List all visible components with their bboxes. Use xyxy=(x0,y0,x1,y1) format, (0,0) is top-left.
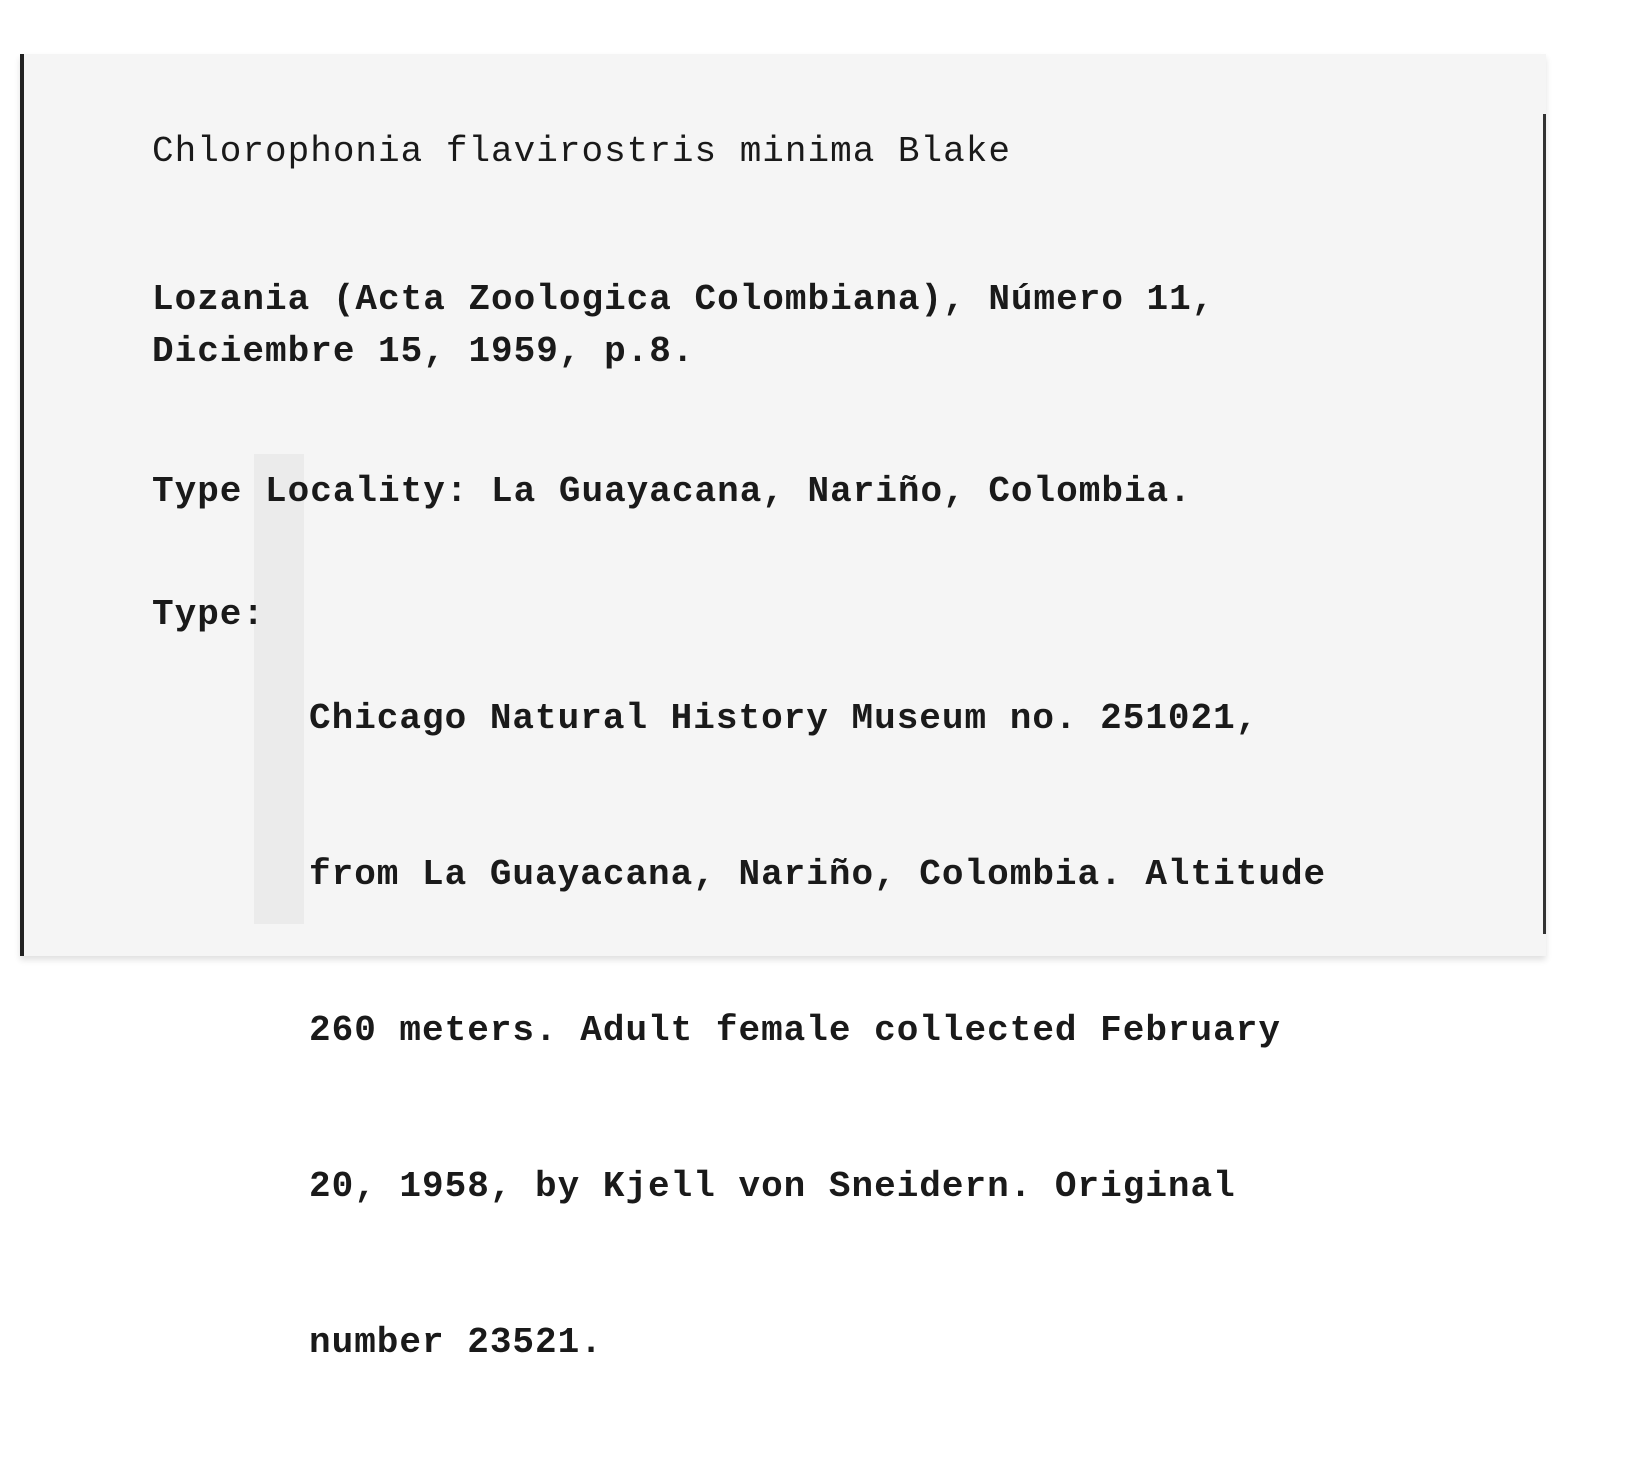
type-line-5: number 23521. xyxy=(309,1322,603,1363)
offset-shadow xyxy=(254,454,304,924)
reference-line-2: Diciembre 15, 1959, p.8. xyxy=(152,331,695,372)
type-line-2: from La Guayacana, Nariño, Colombia. Altitude xyxy=(309,854,1327,895)
card-edge xyxy=(1543,114,1546,934)
type-line-1: Chicago Natural History Museum no. 251021, xyxy=(309,698,1259,739)
reference-line-1: Lozania (Acta Zoologica Colombiana), Número 11, xyxy=(152,279,1215,320)
type-line-3: 260 meters. Adult female collected February xyxy=(309,1010,1281,1051)
type-locality: Type Locality: La Guayacana, Nariño, Colombia. xyxy=(152,471,1192,512)
type-description xyxy=(309,589,1326,1473)
type-label: Type: xyxy=(152,594,266,635)
index-card xyxy=(20,54,1546,1363)
species-name: Chlorophonia flavirostris minima Blake xyxy=(152,131,1011,172)
type-line-4: 20, 1958, by Kjell von Sneidern. Original xyxy=(309,1166,1236,1207)
